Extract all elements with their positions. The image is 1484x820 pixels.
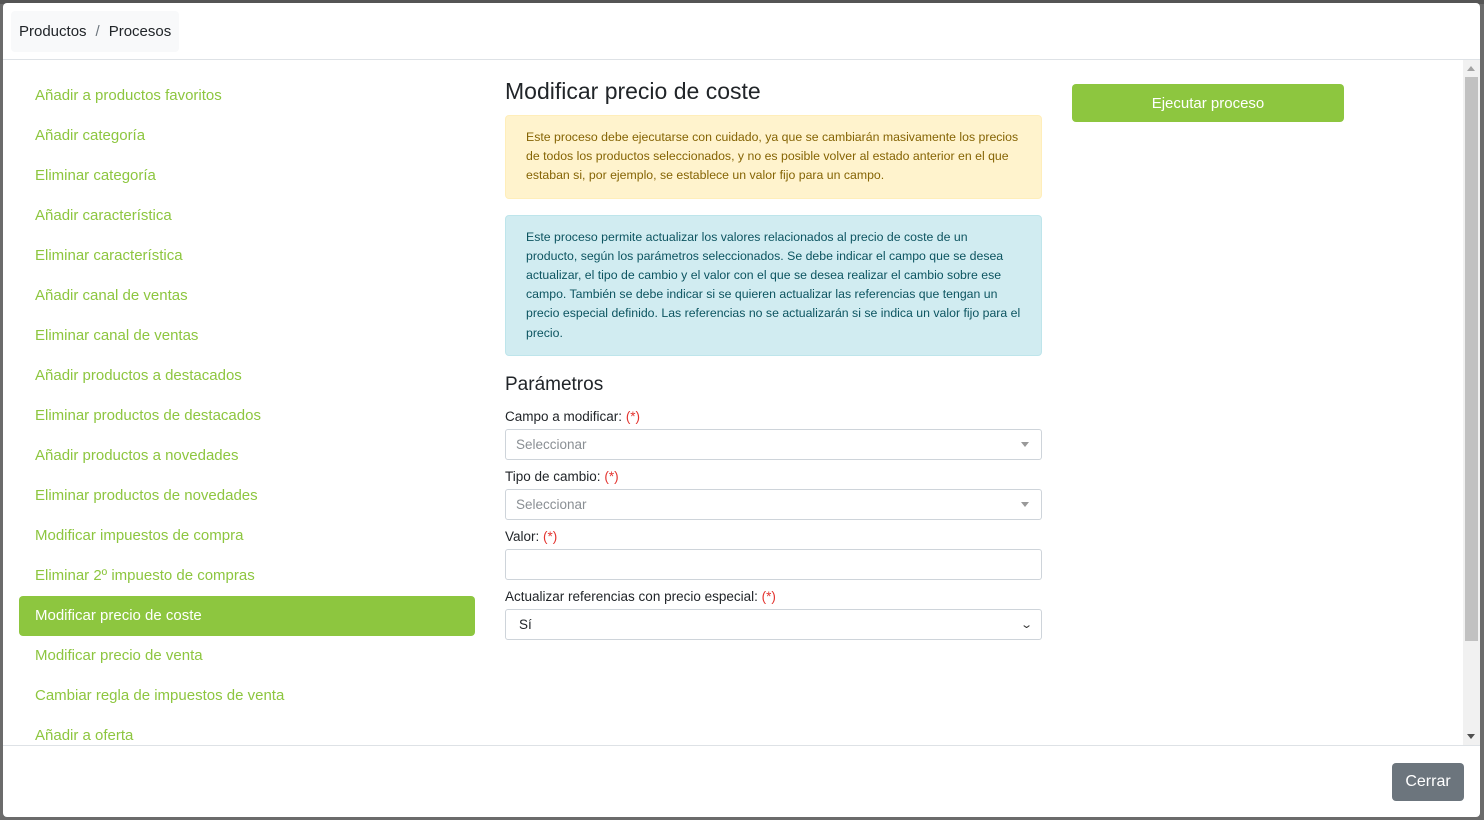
process-item-anadir-categoria[interactable]: Añadir categoría — [35, 127, 146, 144]
process-list — [19, 60, 475, 746]
process-item-anadir-favoritos[interactable]: Añadir a productos favoritos — [35, 87, 222, 104]
breadcrumb-productos[interactable]: Productos — [19, 23, 87, 40]
modal-scrollbar[interactable] — [1463, 60, 1480, 746]
info-alert: Este proceso permite actualizar los valores relacionados al precio de coste de un producto, según los parámetros seleccionados. Se debe indicar el campo que se desea actualizar, el tipo de cambio y el valor con el que se desea realizar el cambio sobre ese campo. También se debe indicar si se quieren actualizar las referencias que tengan un precio especial definido. Las referencias no se actualizarán si se indica un valor fijo para el precio. — [505, 215, 1042, 356]
campo-placeholder: Seleccionar — [516, 436, 587, 452]
process-item-cambiar-regla-impuestos[interactable]: Cambiar regla de impuestos de venta — [35, 687, 285, 704]
scroll-down-icon[interactable] — [1467, 734, 1475, 739]
params-title: Parámetros — [505, 373, 604, 395]
process-item-anadir-caracteristica[interactable]: Añadir característica — [35, 207, 172, 224]
modal-body — [3, 60, 1480, 746]
execute-process-button[interactable]: Ejecutar proceso — [1072, 84, 1344, 122]
process-item-modificar-precio-venta[interactable]: Modificar precio de venta — [35, 647, 203, 664]
valor-label: Valor: (*) — [505, 528, 558, 544]
process-content — [505, 76, 1042, 640]
caret-down-icon — [1021, 442, 1029, 447]
process-item-eliminar-destacados[interactable]: Eliminar productos de destacados — [35, 407, 261, 424]
processes-modal — [3, 3, 1480, 817]
referencias-value: Sí — [519, 616, 532, 632]
required-mark: (*) — [625, 408, 641, 424]
warning-alert: Este proceso debe ejecutarse con cuidado, ya que se cambiarán masivamente los precios de todos los productos seleccionados, y no es posible volver al estado anterior en el que estaban si, por ejemplo, se establece un valor fijo para un campo. — [505, 115, 1042, 199]
modal-header — [3, 3, 1480, 60]
referencias-label: Actualizar referencias con precio especial: (*) — [505, 588, 776, 604]
process-item-anadir-canal-ventas[interactable]: Añadir canal de ventas — [35, 287, 188, 304]
tipo-label: Tipo de cambio: (*) — [505, 468, 619, 484]
campo-select[interactable] — [505, 429, 1042, 460]
required-mark: (*) — [543, 528, 558, 544]
chevron-down-icon: ⌄ — [1019, 618, 1033, 631]
process-item-anadir-oferta[interactable]: Añadir a oferta — [35, 727, 134, 744]
process-item-eliminar-categoria[interactable]: Eliminar categoría — [35, 167, 156, 184]
scroll-thumb[interactable] — [1465, 77, 1478, 641]
page-title: Modificar precio de coste — [505, 78, 761, 104]
campo-label: Campo a modificar: (*) — [505, 408, 641, 424]
process-item-eliminar-2-impuesto[interactable]: Eliminar 2º impuesto de compras — [35, 567, 255, 584]
required-mark: (*) — [761, 588, 776, 604]
scroll-up-icon[interactable] — [1467, 66, 1475, 71]
close-button[interactable]: Cerrar — [1392, 763, 1464, 801]
tipo-select[interactable] — [505, 489, 1042, 520]
tipo-placeholder: Seleccionar — [516, 496, 587, 512]
valor-input[interactable] — [505, 549, 1042, 580]
modal-footer — [3, 745, 1480, 817]
process-item-eliminar-novedades[interactable]: Eliminar productos de novedades — [35, 487, 258, 504]
process-item-modificar-precio-coste[interactable]: Modificar precio de coste — [19, 596, 475, 636]
breadcrumb-separator: / — [95, 23, 100, 40]
required-mark: (*) — [604, 468, 619, 484]
breadcrumb-procesos: Procesos — [108, 23, 172, 40]
process-item-modificar-impuestos-compra[interactable]: Modificar impuestos de compra — [35, 527, 244, 544]
breadcrumb — [11, 11, 179, 52]
process-item-anadir-destacados[interactable]: Añadir productos a destacados — [35, 367, 242, 384]
process-item-eliminar-canal-ventas[interactable]: Eliminar canal de ventas — [35, 327, 199, 344]
process-item-eliminar-caracteristica[interactable]: Eliminar característica — [35, 247, 183, 264]
process-item-anadir-novedades[interactable]: Añadir productos a novedades — [35, 447, 239, 464]
caret-down-icon — [1021, 502, 1029, 507]
referencias-select[interactable] — [505, 609, 1042, 640]
